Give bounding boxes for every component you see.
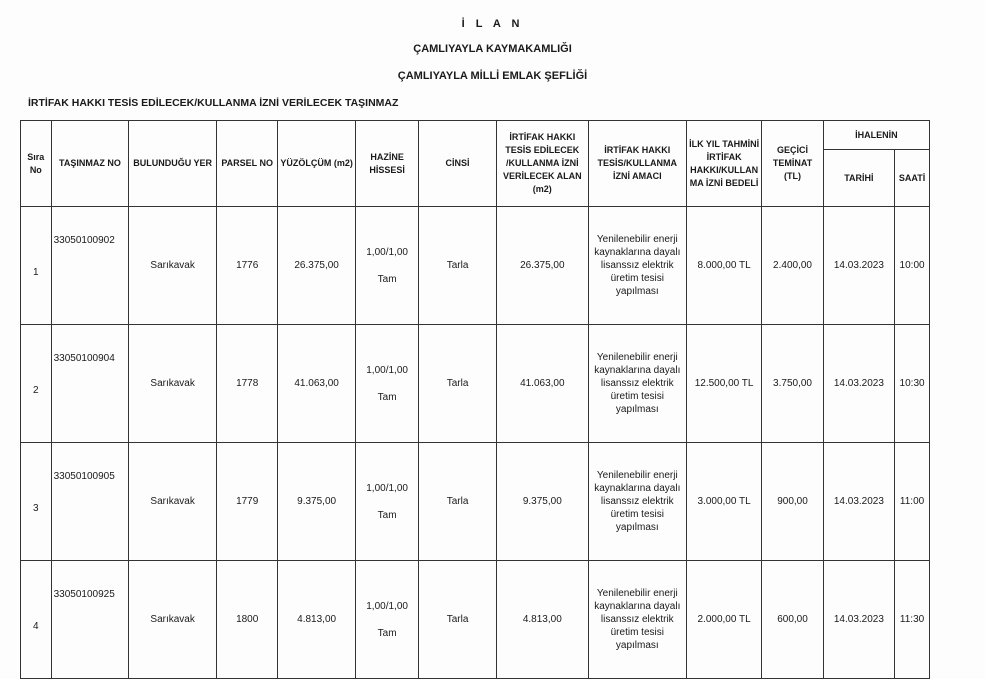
cell-bedel: 2.000,00 TL <box>686 561 762 679</box>
cell-cinsi: Tarla <box>419 443 497 561</box>
cell-tasinmaz: 33050100902 <box>51 207 129 325</box>
cell-saat: 11:00 <box>895 443 930 561</box>
cell-tarih: 14.03.2023 <box>823 443 894 561</box>
cell-saat: 10:30 <box>895 325 930 443</box>
cell-sira: 4 <box>21 561 52 679</box>
cell-yer: Sarıkavak <box>129 443 217 561</box>
cell-tarih: 14.03.2023 <box>823 325 894 443</box>
table-row <box>21 325 930 443</box>
cell-bedel: 3.000,00 TL <box>686 443 762 561</box>
col-yuzolcum: YÜZÖLÇÜM (m2) <box>278 121 356 207</box>
cell-bedel: 12.500,00 TL <box>686 325 762 443</box>
cell-bedel: 8.000,00 TL <box>686 207 762 325</box>
cell-amac: Yenilenebilir enerji kaynaklarına dayalı lisanssız elektrik üretim tesisi yapılması <box>588 325 686 443</box>
hisse-ratio: 1,00/1,00 <box>366 246 408 258</box>
cell-amac: Yenilenebilir enerji kaynaklarına dayalı lisanssız elektrik üretim tesisi yapılması <box>588 207 686 325</box>
col-sira: Sıra No <box>21 121 52 207</box>
col-cinsi: CİNSİ <box>419 121 497 207</box>
cell-alan: 4.813,00 <box>496 561 588 679</box>
cell-yer: Sarıkavak <box>129 561 217 679</box>
cell-alan: 9.375,00 <box>496 443 588 561</box>
col-alan: İRTİFAK HAKKI TESİS EDİLECEK /KULLANMA İZNİ VERİLECEK ALAN (m2) <box>496 121 588 207</box>
hisse-ratio: 1,00/1,00 <box>366 600 408 612</box>
cell-hazine <box>355 561 418 679</box>
col-saat: SAATİ <box>895 150 930 207</box>
cell-parsel: 1776 <box>217 207 278 325</box>
col-ihale: İHALENİN <box>823 121 929 150</box>
hisse-tam: Tam <box>377 391 397 403</box>
cell-cinsi: Tarla <box>419 207 497 325</box>
cell-sira: 2 <box>21 325 52 443</box>
cell-sira: 1 <box>21 207 52 325</box>
cell-tasinmaz: 33050100904 <box>51 325 129 443</box>
cell-yuzolcum: 26.375,00 <box>278 207 356 325</box>
hisse-ratio: 1,00/1,00 <box>366 364 408 376</box>
table-row <box>21 561 930 679</box>
cell-alan: 41.063,00 <box>496 325 588 443</box>
col-tarih: TARİHİ <box>823 150 894 207</box>
cell-saat: 11:30 <box>895 561 930 679</box>
col-amac: İRTİFAK HAKKI TESİS/KULLANMA İZNİ AMACI <box>588 121 686 207</box>
cell-parsel: 1778 <box>217 325 278 443</box>
cell-hazine <box>355 443 418 561</box>
unit-name: ÇAMLIYAYLA MİLLİ EMLAK ŞEFLİĞİ <box>397 70 588 82</box>
cell-tarih: 14.03.2023 <box>823 207 894 325</box>
org-name: ÇAMLIYAYLA KAYMAKAMLIĞI <box>413 43 572 55</box>
cell-yer: Sarıkavak <box>129 325 217 443</box>
notice-title: İ L A N <box>461 18 524 30</box>
cell-parsel: 1800 <box>217 561 278 679</box>
cell-amac: Yenilenebilir enerji kaynaklarına dayalı lisanssız elektrik üretim tesisi yapılması <box>588 443 686 561</box>
cell-teminat: 900,00 <box>762 443 823 561</box>
table-row <box>21 207 930 325</box>
col-teminat: GEÇİCİ TEMİNAT (TL) <box>762 121 823 207</box>
cell-hazine <box>355 207 418 325</box>
cell-teminat: 600,00 <box>762 561 823 679</box>
table-caption: İRTİFAK HAKKI TESİS EDİLECEK/KULLANMA İZNİ VERİLECEK TAŞINMAZ <box>28 97 399 109</box>
cell-amac: Yenilenebilir enerji kaynaklarına dayalı lisanssız elektrik üretim tesisi yapılması <box>588 561 686 679</box>
cell-hazine <box>355 325 418 443</box>
cell-cinsi: Tarla <box>419 561 497 679</box>
cell-parsel: 1779 <box>217 443 278 561</box>
table-row <box>21 443 930 561</box>
cell-saat: 10:00 <box>895 207 930 325</box>
hisse-tam: Tam <box>377 509 397 521</box>
cell-yuzolcum: 41.063,00 <box>278 325 356 443</box>
cell-teminat: 2.400,00 <box>762 207 823 325</box>
col-bedel: İLK YIL TAHMİNİ İRTİFAK HAKKI/KULLAN MA İZNİ BEDELİ <box>686 121 762 207</box>
property-table <box>20 120 930 679</box>
hisse-tam: Tam <box>377 273 397 285</box>
cell-yuzolcum: 9.375,00 <box>278 443 356 561</box>
col-hazine: HAZİNE HİSSESİ <box>355 121 418 207</box>
col-parsel: PARSEL NO <box>217 121 278 207</box>
cell-alan: 26.375,00 <box>496 207 588 325</box>
cell-tasinmaz: 33050100925 <box>51 561 129 679</box>
cell-cinsi: Tarla <box>419 325 497 443</box>
col-tasinmaz: TAŞINMAZ NO <box>51 121 129 207</box>
cell-tasinmaz: 33050100905 <box>51 443 129 561</box>
cell-yuzolcum: 4.813,00 <box>278 561 356 679</box>
cell-teminat: 3.750,00 <box>762 325 823 443</box>
hisse-ratio: 1,00/1,00 <box>366 482 408 494</box>
hisse-tam: Tam <box>377 627 397 639</box>
cell-sira: 3 <box>21 443 52 561</box>
cell-tarih: 14.03.2023 <box>823 561 894 679</box>
cell-yer: Sarıkavak <box>129 207 217 325</box>
col-yer: BULUNDUĞU YER <box>129 121 217 207</box>
